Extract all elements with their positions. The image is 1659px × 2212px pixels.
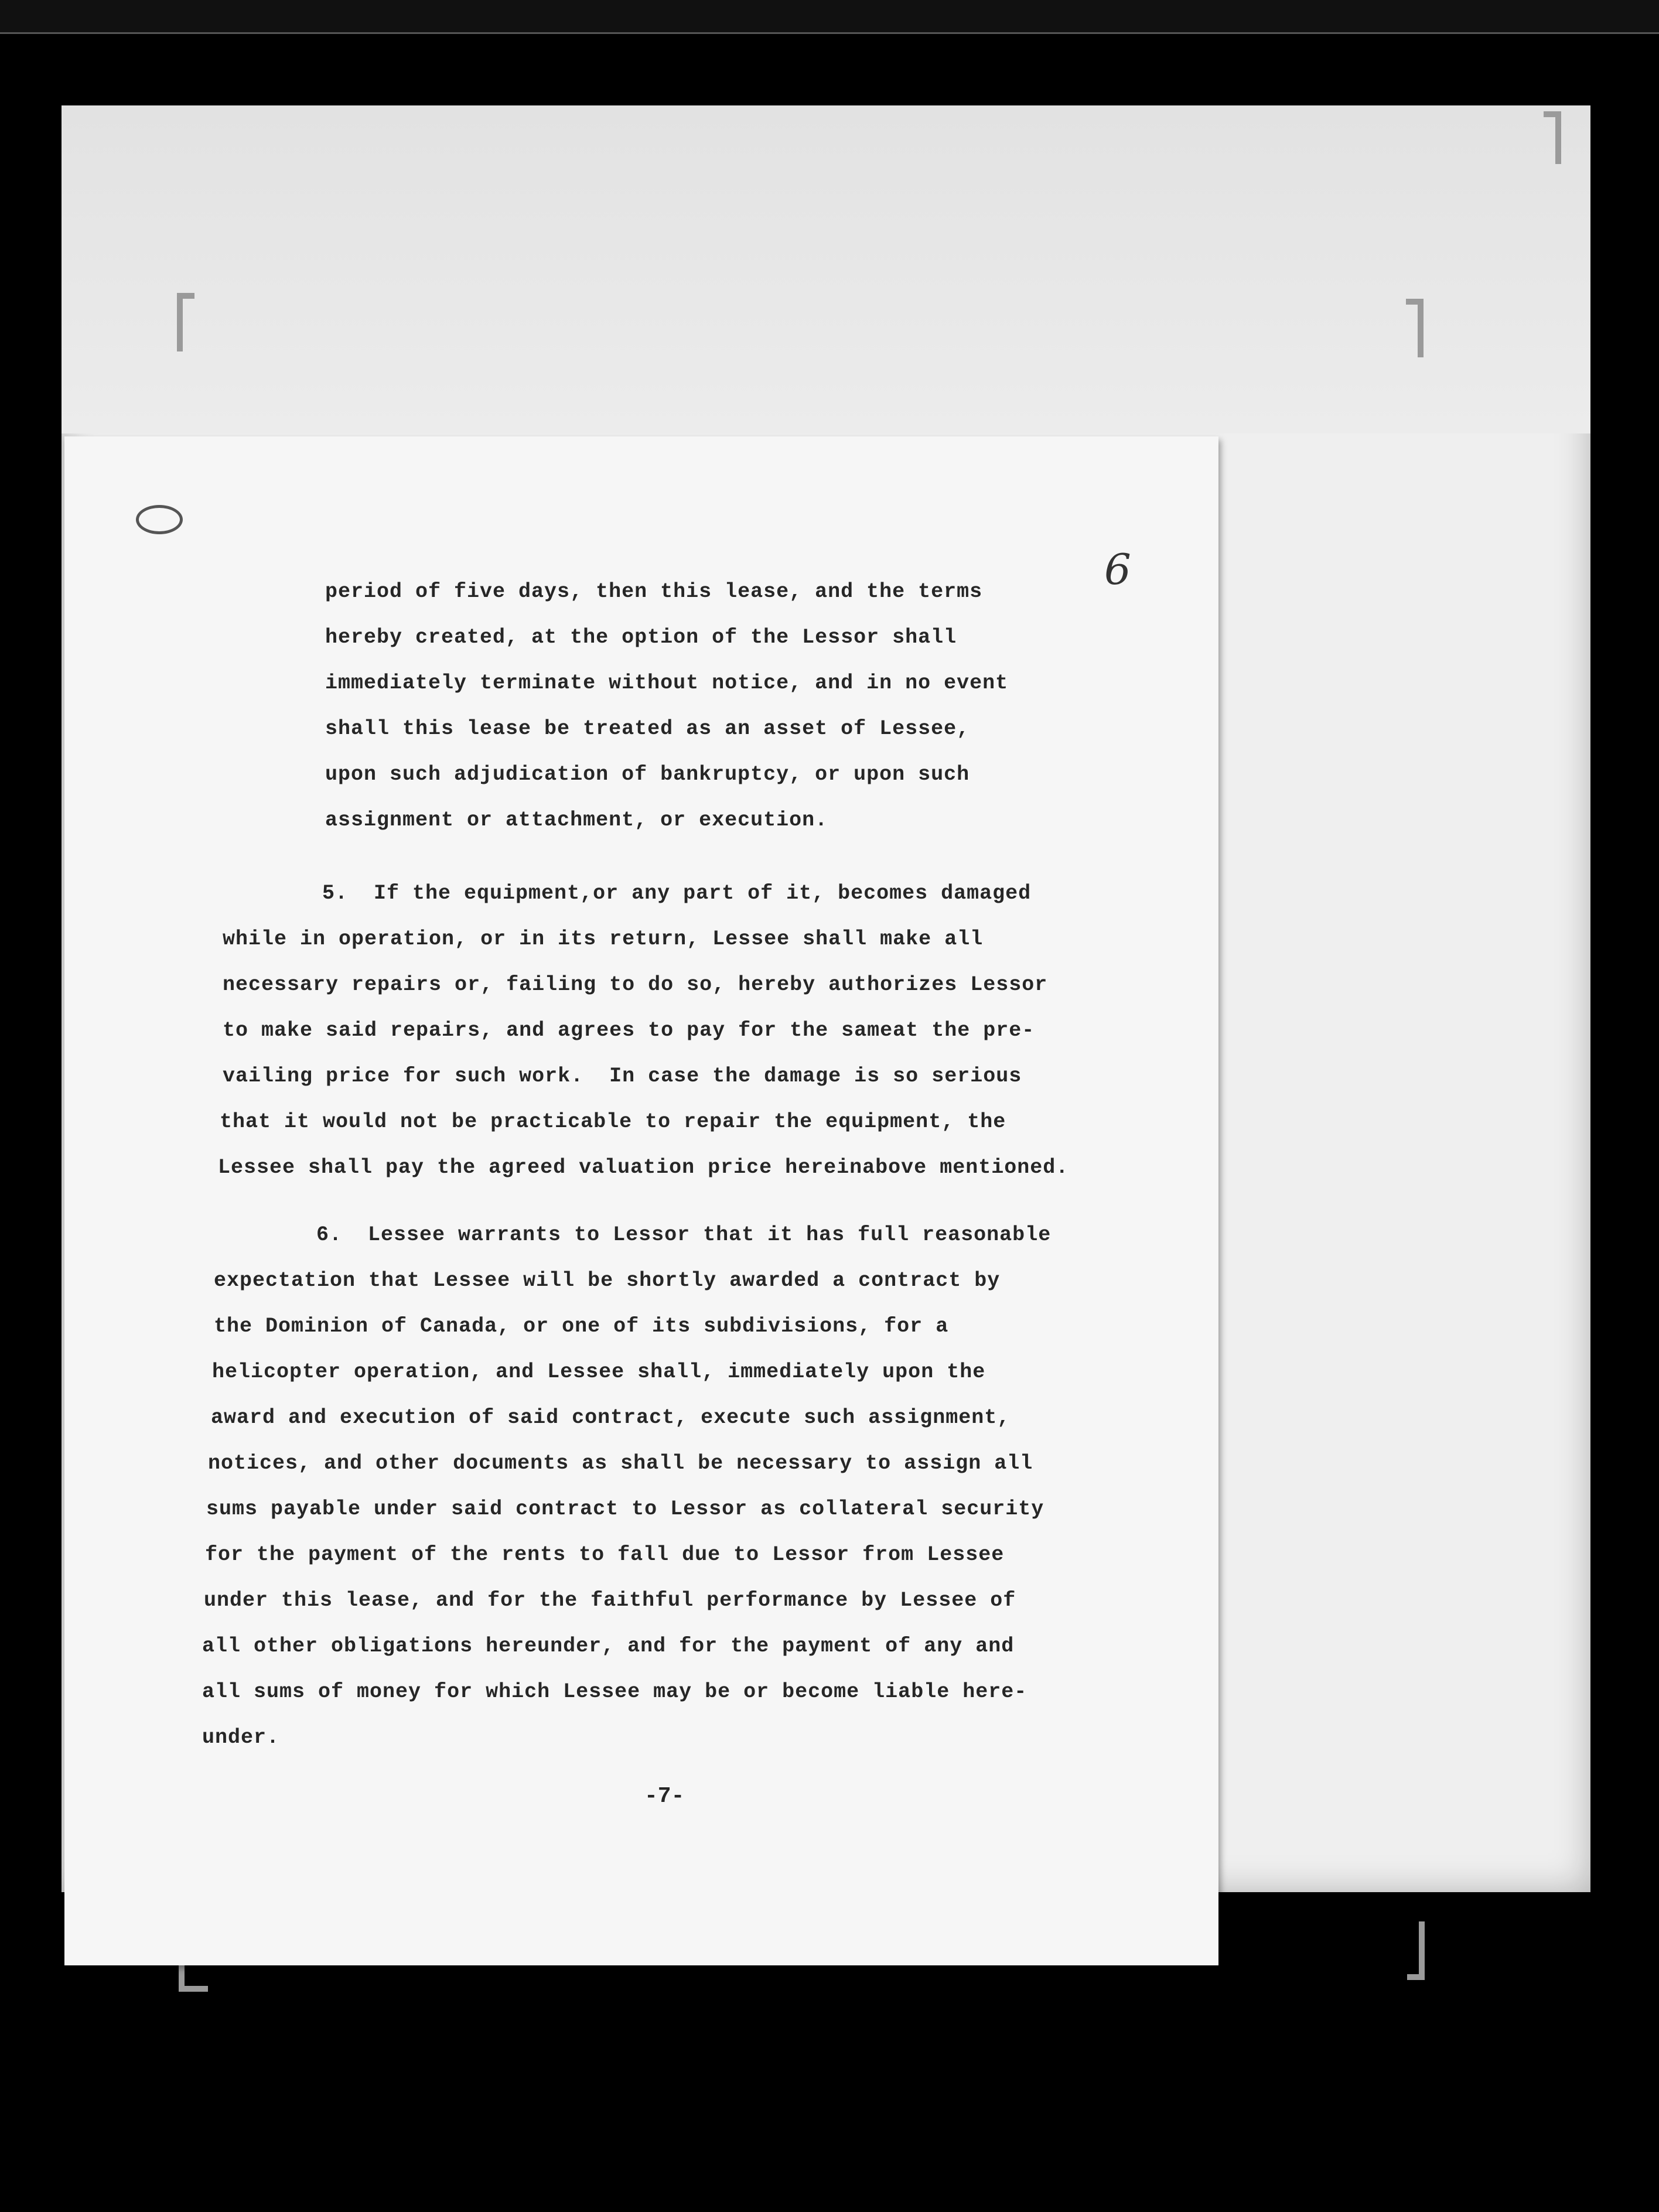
handwritten-page-number: 6 [1104,545,1131,594]
text-line: expectation that Lessee will be shortly awarded a contract by [214,1269,1001,1292]
text-line: to make said repairs, and agrees to pay for the sameat the pre- [223,1019,1035,1042]
text-line: assignment or attachment, or execution. [325,808,828,832]
text-line: sums payable under said contract to Lessor as collateral security [206,1497,1044,1521]
text-line: upon such adjudication of bankruptcy, or upon such [325,763,970,786]
text-line: award and execution of said contract, execute such assignment, [211,1406,1011,1429]
page-number: -7- [644,1784,685,1809]
text-line: immediately terminate without notice, and in no event [325,671,1009,695]
text-line: necessary repairs or, failing to do so, hereby authorizes Lessor [223,973,1048,996]
text-line: under this lease, and for the faithful performance by Lessee of [204,1589,1016,1612]
crop-mark-top-right [1406,299,1424,357]
text-line: period of five days, then this lease, and the terms [325,580,983,603]
text-line: shall this lease be treated as an asset of Lessee, [325,717,970,740]
text-line: 6. Lessee warrants to Lessor that it has full reasonable [316,1223,1052,1247]
text-line: under. [202,1726,280,1749]
background-page-top [62,105,1590,433]
text-line: all sums of money for which Lessee may be or become liable here- [202,1680,1028,1704]
text-line: the Dominion of Canada, or one of its subdivisions, for a [214,1315,949,1338]
film-border-top [0,0,1659,34]
crop-mark-top-left [177,293,194,351]
text-line: for the payment of the rents to fall due to Lessor from Lessee [205,1543,1005,1566]
crop-mark-bottom-right [1407,1921,1425,1980]
text-line: vailing price for such work. In case the damage is so serious [223,1064,1022,1088]
text-line: that it would not be practicable to repair the equipment, the [220,1110,1006,1134]
text-line: Lessee shall pay the agreed valuation price hereinabove mentioned. [218,1156,1069,1179]
text-line: all other obligations hereunder, and for the payment of any and [202,1634,1015,1658]
text-line: hereby created, at the option of the Lessor shall [325,626,957,649]
text-line: 5. If the equipment,or any part of it, becomes damaged [322,882,1032,905]
text-line: helicopter operation, and Lessee shall, immediately upon the [212,1360,986,1384]
text-line: while in operation, or in its return, Lessee shall make all [223,927,984,951]
text-line: notices, and other documents as shall be necessary to assign all [208,1452,1033,1475]
crop-mark-corner [1544,111,1561,164]
punch-hole-icon [136,505,183,534]
